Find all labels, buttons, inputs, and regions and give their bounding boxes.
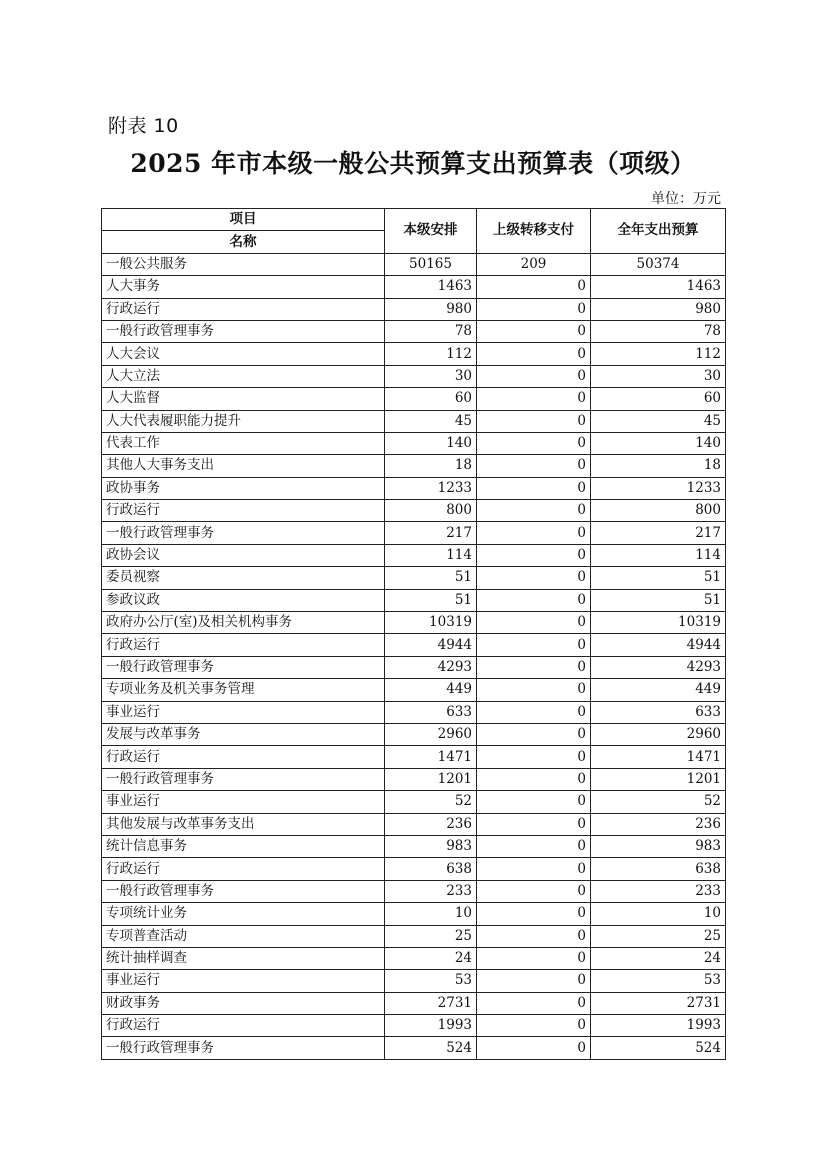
table-row bbox=[102, 880, 726, 902]
row-transfer: 0 bbox=[477, 455, 591, 477]
row-local: 45 bbox=[385, 410, 477, 432]
row-transfer: 0 bbox=[477, 903, 591, 925]
row-name: 代表工作 bbox=[102, 432, 385, 454]
row-total: 112 bbox=[591, 343, 726, 365]
header-local: 本级安排 bbox=[385, 209, 477, 254]
row-local: 236 bbox=[385, 813, 477, 835]
table-row bbox=[102, 701, 726, 723]
table-row bbox=[102, 589, 726, 611]
row-total: 4293 bbox=[591, 656, 726, 678]
table-row bbox=[102, 723, 726, 745]
row-transfer: 0 bbox=[477, 679, 591, 701]
row-name: 其他人大事务支出 bbox=[102, 455, 385, 477]
row-transfer: 0 bbox=[477, 992, 591, 1014]
table-body bbox=[102, 253, 726, 1059]
row-local: 24 bbox=[385, 947, 477, 969]
row-local: 60 bbox=[385, 388, 477, 410]
row-local: 2731 bbox=[385, 992, 477, 1014]
row-transfer: 0 bbox=[477, 835, 591, 857]
row-transfer: 0 bbox=[477, 701, 591, 723]
attachment-label: 附表 10 bbox=[108, 115, 179, 137]
table-row bbox=[102, 679, 726, 701]
row-transfer: 0 bbox=[477, 589, 591, 611]
table-row bbox=[102, 276, 726, 298]
row-total: 1463 bbox=[591, 276, 726, 298]
table-row bbox=[102, 835, 726, 857]
row-local: 638 bbox=[385, 858, 477, 880]
table-row bbox=[102, 656, 726, 678]
row-name: 政府办公厅(室)及相关机构事务 bbox=[102, 612, 385, 634]
row-total: 800 bbox=[591, 500, 726, 522]
row-local: 980 bbox=[385, 298, 477, 320]
table-row bbox=[102, 612, 726, 634]
table-row bbox=[102, 1015, 726, 1037]
row-total: 2731 bbox=[591, 992, 726, 1014]
row-total: 45 bbox=[591, 410, 726, 432]
row-name: 委员视察 bbox=[102, 567, 385, 589]
table-row bbox=[102, 500, 726, 522]
row-name: 一般行政管理事务 bbox=[102, 522, 385, 544]
table-row bbox=[102, 320, 726, 342]
row-local: 10 bbox=[385, 903, 477, 925]
row-total: 51 bbox=[591, 589, 726, 611]
row-local: 4944 bbox=[385, 634, 477, 656]
row-name: 一般行政管理事务 bbox=[102, 656, 385, 678]
table-row bbox=[102, 410, 726, 432]
row-local: 1201 bbox=[385, 768, 477, 790]
row-total: 2960 bbox=[591, 723, 726, 745]
row-transfer: 0 bbox=[477, 746, 591, 768]
row-transfer: 0 bbox=[477, 477, 591, 499]
row-total: 217 bbox=[591, 522, 726, 544]
table-row bbox=[102, 903, 726, 925]
row-local: 449 bbox=[385, 679, 477, 701]
unit-label: 单位：万元 bbox=[651, 191, 721, 207]
row-transfer: 0 bbox=[477, 276, 591, 298]
row-total: 638 bbox=[591, 858, 726, 880]
row-total: 4944 bbox=[591, 634, 726, 656]
row-name: 事业运行 bbox=[102, 701, 385, 723]
row-local: 524 bbox=[385, 1037, 477, 1059]
row-local: 140 bbox=[385, 432, 477, 454]
row-total: 10 bbox=[591, 903, 726, 925]
header-transfer: 上级转移支付 bbox=[477, 209, 591, 254]
row-local: 1471 bbox=[385, 746, 477, 768]
row-name: 一般公共服务 bbox=[102, 253, 385, 275]
row-total: 1993 bbox=[591, 1015, 726, 1037]
row-total: 983 bbox=[591, 835, 726, 857]
table-row bbox=[102, 791, 726, 813]
row-name: 统计抽样调查 bbox=[102, 947, 385, 969]
row-total: 78 bbox=[591, 320, 726, 342]
row-name: 人大事务 bbox=[102, 276, 385, 298]
row-transfer: 0 bbox=[477, 970, 591, 992]
row-name: 一般行政管理事务 bbox=[102, 320, 385, 342]
row-transfer: 0 bbox=[477, 365, 591, 387]
row-local: 633 bbox=[385, 701, 477, 723]
table-row bbox=[102, 992, 726, 1014]
row-name: 行政运行 bbox=[102, 1015, 385, 1037]
table-row bbox=[102, 365, 726, 387]
row-transfer: 0 bbox=[477, 947, 591, 969]
row-total: 980 bbox=[591, 298, 726, 320]
row-transfer: 0 bbox=[477, 298, 591, 320]
row-total: 114 bbox=[591, 544, 726, 566]
row-total: 449 bbox=[591, 679, 726, 701]
row-local: 78 bbox=[385, 320, 477, 342]
row-local: 30 bbox=[385, 365, 477, 387]
row-local: 1463 bbox=[385, 276, 477, 298]
row-local: 800 bbox=[385, 500, 477, 522]
row-name: 参政议政 bbox=[102, 589, 385, 611]
table-row bbox=[102, 925, 726, 947]
row-name: 人大代表履职能力提升 bbox=[102, 410, 385, 432]
row-transfer: 0 bbox=[477, 567, 591, 589]
table-row bbox=[102, 768, 726, 790]
header-total: 全年支出预算 bbox=[591, 209, 726, 254]
table-row bbox=[102, 634, 726, 656]
row-name: 一般行政管理事务 bbox=[102, 768, 385, 790]
table-row bbox=[102, 455, 726, 477]
row-total: 10319 bbox=[591, 612, 726, 634]
row-name: 行政运行 bbox=[102, 634, 385, 656]
row-name: 政协会议 bbox=[102, 544, 385, 566]
table-row bbox=[102, 388, 726, 410]
table-row bbox=[102, 432, 726, 454]
row-local: 1233 bbox=[385, 477, 477, 499]
row-transfer: 0 bbox=[477, 656, 591, 678]
row-total: 60 bbox=[591, 388, 726, 410]
row-total: 51 bbox=[591, 567, 726, 589]
row-transfer: 0 bbox=[477, 522, 591, 544]
table-row bbox=[102, 544, 726, 566]
row-total: 50374 bbox=[591, 253, 726, 275]
row-local: 983 bbox=[385, 835, 477, 857]
row-local: 25 bbox=[385, 925, 477, 947]
row-transfer: 0 bbox=[477, 925, 591, 947]
row-transfer: 0 bbox=[477, 500, 591, 522]
table-row bbox=[102, 858, 726, 880]
row-local: 217 bbox=[385, 522, 477, 544]
row-local: 53 bbox=[385, 970, 477, 992]
row-name: 专项普查活动 bbox=[102, 925, 385, 947]
row-name: 人大监督 bbox=[102, 388, 385, 410]
page-title: 2025 年市本级一般公共预算支出预算表（项级） bbox=[130, 149, 696, 178]
row-name: 发展与改革事务 bbox=[102, 723, 385, 745]
row-local: 114 bbox=[385, 544, 477, 566]
row-name: 专项业务及机关事务管理 bbox=[102, 679, 385, 701]
row-transfer: 0 bbox=[477, 320, 591, 342]
row-local: 112 bbox=[385, 343, 477, 365]
row-total: 236 bbox=[591, 813, 726, 835]
table-row bbox=[102, 477, 726, 499]
table-row bbox=[102, 522, 726, 544]
row-local: 4293 bbox=[385, 656, 477, 678]
row-name: 财政事务 bbox=[102, 992, 385, 1014]
row-name: 事业运行 bbox=[102, 970, 385, 992]
table-row bbox=[102, 253, 726, 275]
table-row bbox=[102, 746, 726, 768]
row-total: 53 bbox=[591, 970, 726, 992]
row-name: 政协事务 bbox=[102, 477, 385, 499]
row-name: 行政运行 bbox=[102, 858, 385, 880]
row-total: 233 bbox=[591, 880, 726, 902]
row-total: 140 bbox=[591, 432, 726, 454]
row-transfer: 0 bbox=[477, 880, 591, 902]
row-local: 50165 bbox=[385, 253, 477, 275]
row-local: 10319 bbox=[385, 612, 477, 634]
row-local: 2960 bbox=[385, 723, 477, 745]
row-transfer: 0 bbox=[477, 791, 591, 813]
row-name: 行政运行 bbox=[102, 500, 385, 522]
row-transfer: 0 bbox=[477, 1015, 591, 1037]
row-transfer: 0 bbox=[477, 343, 591, 365]
row-local: 1993 bbox=[385, 1015, 477, 1037]
row-name: 其他发展与改革事务支出 bbox=[102, 813, 385, 835]
row-transfer: 0 bbox=[477, 1037, 591, 1059]
table-row bbox=[102, 567, 726, 589]
row-total: 1201 bbox=[591, 768, 726, 790]
row-transfer: 0 bbox=[477, 432, 591, 454]
row-local: 18 bbox=[385, 455, 477, 477]
row-transfer: 209 bbox=[477, 253, 591, 275]
row-local: 233 bbox=[385, 880, 477, 902]
row-total: 24 bbox=[591, 947, 726, 969]
row-total: 18 bbox=[591, 455, 726, 477]
row-name: 统计信息事务 bbox=[102, 835, 385, 857]
row-name: 行政运行 bbox=[102, 746, 385, 768]
table-row bbox=[102, 298, 726, 320]
row-name: 事业运行 bbox=[102, 791, 385, 813]
row-name: 一般行政管理事务 bbox=[102, 880, 385, 902]
table-row bbox=[102, 813, 726, 835]
row-transfer: 0 bbox=[477, 410, 591, 432]
row-transfer: 0 bbox=[477, 634, 591, 656]
row-local: 52 bbox=[385, 791, 477, 813]
row-total: 1233 bbox=[591, 477, 726, 499]
row-transfer: 0 bbox=[477, 612, 591, 634]
table-row bbox=[102, 947, 726, 969]
row-transfer: 0 bbox=[477, 723, 591, 745]
row-transfer: 0 bbox=[477, 858, 591, 880]
row-total: 524 bbox=[591, 1037, 726, 1059]
table-row bbox=[102, 343, 726, 365]
row-transfer: 0 bbox=[477, 544, 591, 566]
row-name: 人大会议 bbox=[102, 343, 385, 365]
row-name: 一般行政管理事务 bbox=[102, 1037, 385, 1059]
table-row bbox=[102, 970, 726, 992]
budget-table bbox=[101, 208, 726, 1060]
row-name: 人大立法 bbox=[102, 365, 385, 387]
table-row bbox=[102, 1037, 726, 1059]
row-transfer: 0 bbox=[477, 768, 591, 790]
row-name: 专项统计业务 bbox=[102, 903, 385, 925]
table-header bbox=[102, 209, 726, 254]
row-total: 1471 bbox=[591, 746, 726, 768]
row-total: 633 bbox=[591, 701, 726, 723]
row-transfer: 0 bbox=[477, 388, 591, 410]
row-transfer: 0 bbox=[477, 813, 591, 835]
row-local: 51 bbox=[385, 589, 477, 611]
row-total: 25 bbox=[591, 925, 726, 947]
row-total: 30 bbox=[591, 365, 726, 387]
header-name: 名称 bbox=[102, 231, 385, 253]
row-local: 51 bbox=[385, 567, 477, 589]
row-total: 52 bbox=[591, 791, 726, 813]
header-item: 项目 bbox=[102, 209, 385, 231]
row-name: 行政运行 bbox=[102, 298, 385, 320]
